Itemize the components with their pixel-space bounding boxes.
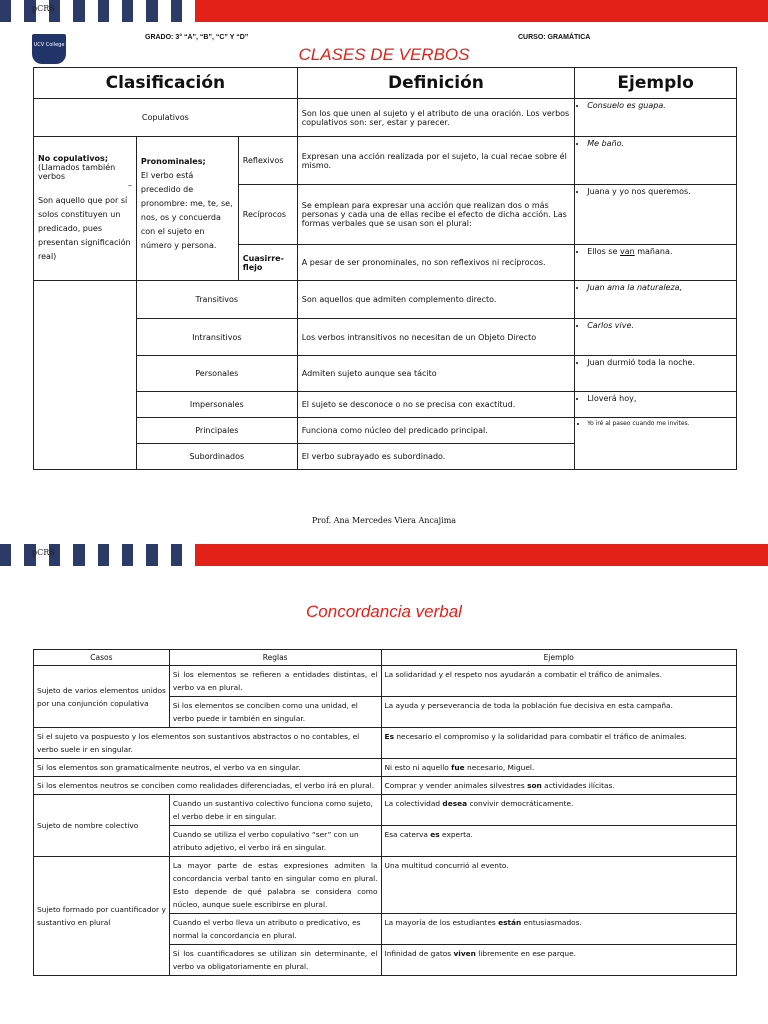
- top-banner: [0, 0, 768, 22]
- impersonales-def: El sujeto se desconoce o no se precisa con exactitud.: [297, 392, 574, 418]
- caso-cuantificador: Sujeto formado por cuantificador y sustantivo en plural: [34, 857, 170, 976]
- header-ejemplo-2: Ejemplo: [381, 650, 736, 666]
- reciprocos-def: Se emplean para expresar una acción que realizan dos o más personas y cada una de ellas recibe el efecto de dicha acción. Las formas verbales que se usan son el plural:: [297, 185, 574, 245]
- copulativos-ex: • Consuelo es guapa.: [575, 99, 737, 137]
- ejemplo-3: Es necesario el compromiso y la solidaridad para combatir el tráfico de animales.: [381, 728, 736, 759]
- transitivos-label: Transitivos: [136, 281, 297, 319]
- concordancia-table: [33, 649, 737, 976]
- regla-9: Cuando el verbo lleva un atributo o predicativo, es normal la concordancia en plural.: [169, 914, 381, 945]
- ejemplo-6: La colectividad desea convivir democráticamente.: [381, 795, 736, 826]
- regla-6: Cuando un sustantivo colectivo funciona como sujeto, el verbo debe ir en singular.: [169, 795, 381, 826]
- concordancia-title: Concordancia verbal: [306, 602, 462, 621]
- subordinados-def: El verbo subrayado es subordinado.: [297, 444, 574, 470]
- reflexivos-label: Reflexivos: [238, 137, 297, 185]
- personales-def: Admiten sujeto aunque sea tácito: [297, 356, 574, 392]
- second-banner: [0, 544, 768, 566]
- regla-5: Si los elementos neutros se conciben como realidades diferenciadas, el verbo irá en plural.: [34, 777, 382, 795]
- banner-blocks: [0, 0, 195, 22]
- reciprocos-ex: • Juana y yo nos queremos.: [575, 185, 737, 245]
- ejemplo-1: La solidaridad y el respeto nos ayudarán a combatir el tráfico de animales.: [381, 666, 736, 697]
- principales-label: Principales: [136, 418, 297, 444]
- impersonales-label: Impersonales: [136, 392, 297, 418]
- intransitivos-ex: • Carlos vive.: [575, 319, 737, 356]
- curso-label: CURSO: GRAMÁTICA: [518, 34, 591, 41]
- header-casos: Casos: [34, 650, 170, 666]
- ejemplo-4: Ni esto ni aquello fue necesario, Miguel.: [381, 759, 736, 777]
- header-definicion: Definición: [297, 68, 574, 99]
- regla-7: Cuando se utiliza el verbo copulativo “ser” con un atributo adjetivo, el verbo irá en singular.: [169, 826, 381, 857]
- banner-tag: pCRS: [32, 4, 55, 13]
- verb-classes-table: [33, 67, 737, 470]
- intransitivos-label: Intransitivos: [136, 319, 297, 356]
- reciprocos-label: Recíprocos: [238, 185, 297, 245]
- page-title: CLASES DE VERBOS: [298, 45, 470, 64]
- ejemplo-10: Infinidad de gatos viven libremente en ese parque.: [381, 945, 736, 976]
- banner-tag-2: pCRS: [32, 548, 55, 557]
- no-copulativos-cell: No copulativos; (Llamados también verbos – Son aquello que por sí solos constituyen un predicado, pues presentan significación real): [34, 137, 137, 281]
- copulativos-def: Son los que unen al sujeto y el atributo de una oración. Los verbos copulativos son: ser, estar y parecer.: [297, 99, 574, 137]
- pronominales-cell: Pronominales; El verbo está precedido de pronombre: me, te, se, nos, os y concuerda con el sujeto en número y persona.: [136, 137, 238, 281]
- transitivos-def: Son aquellos que admiten complemento directo.: [297, 281, 574, 319]
- transitivos-ex: • Juan ama la naturaleza,: [575, 281, 737, 319]
- footer-teacher: Prof. Ana Mercedes Viera Ancajima: [311, 516, 457, 525]
- header-reglas: Reglas: [169, 650, 381, 666]
- regla-3: Si el sujeto va pospuesto y los elementos son sustantivos abstractos o no contables, el verbo suele ir en singular.: [34, 728, 382, 759]
- regla-2: Si los elementos se conciben como una unidad, el verbo puede ir también en singular.: [169, 697, 381, 728]
- grado-label: GRADO: 3° “A”, “B”, “C” Y “D”: [145, 34, 249, 41]
- principales-def: Funciona como núcleo del predicado principal.: [297, 418, 574, 444]
- reflexivos-def: Expresan una acción realizada por el sujeto, la cual recae sobre él mismo.: [297, 137, 574, 185]
- impersonales-ex: • Lloverá hoy,: [575, 392, 737, 418]
- header-ejemplo: Ejemplo: [575, 68, 737, 99]
- banner-blocks-2: [0, 544, 195, 566]
- principales-ex: • Yo iré al paseo cuando me invites.: [575, 418, 737, 470]
- intransitivos-def: Los verbos intransitivos no necesitan de un Objeto Directo: [297, 319, 574, 356]
- caso-conjuncion: Sujeto de varios elementos unidos por una conjunción copulativa: [34, 666, 170, 728]
- no-copulativos-spacer: [34, 281, 137, 470]
- regla-1: Si los elementos se refieren a entidades distintas, el verbo va en plural.: [169, 666, 381, 697]
- ejemplo-5: Comprar y vender animales silvestres son actividades ilícitas.: [381, 777, 736, 795]
- cuasirreflejo-def: A pesar de ser pronominales, no son reflexivos ni recíprocos.: [297, 245, 574, 281]
- personales-ex: • Juan durmió toda la noche.: [575, 356, 737, 392]
- cuasirreflejo-label: Cuasirre-flejo: [238, 245, 297, 281]
- reflexivos-ex: • Me baño.: [575, 137, 737, 185]
- caso-colectivo: Sujeto de nombre colectivo: [34, 795, 170, 857]
- header-clasificacion: Clasificación: [34, 68, 298, 99]
- ejemplo-2: La ayuda y perseverancia de toda la población fue decisiva en esta campaña.: [381, 697, 736, 728]
- copulativos-label: Copulativos: [34, 99, 298, 137]
- cuasirreflejo-ex: • Ellos se van mañana.: [575, 245, 737, 281]
- regla-4: Si los elementos son gramaticalmente neutros, el verbo va en singular.: [34, 759, 382, 777]
- regla-8: La mayor parte de estas expresiones admiten la concordancia verbal tanto en singular como en plural. Esto depende de qué palabra se considera como núcleo, aunque suele escribirse en plural.: [169, 857, 381, 914]
- ejemplo-9: La mayoría de los estudiantes están entusiasmados.: [381, 914, 736, 945]
- ejemplo-8: Una multitud concurrió al evento.: [381, 857, 736, 914]
- subordinados-label: Subordinados: [136, 444, 297, 470]
- school-logo: UCV College: [32, 34, 66, 64]
- personales-label: Personales: [136, 356, 297, 392]
- ejemplo-7: Esa caterva es experta.: [381, 826, 736, 857]
- regla-10: Si los cuantificadores se utilizan sin determinante, el verbo va obligatoriamente en plural.: [169, 945, 381, 976]
